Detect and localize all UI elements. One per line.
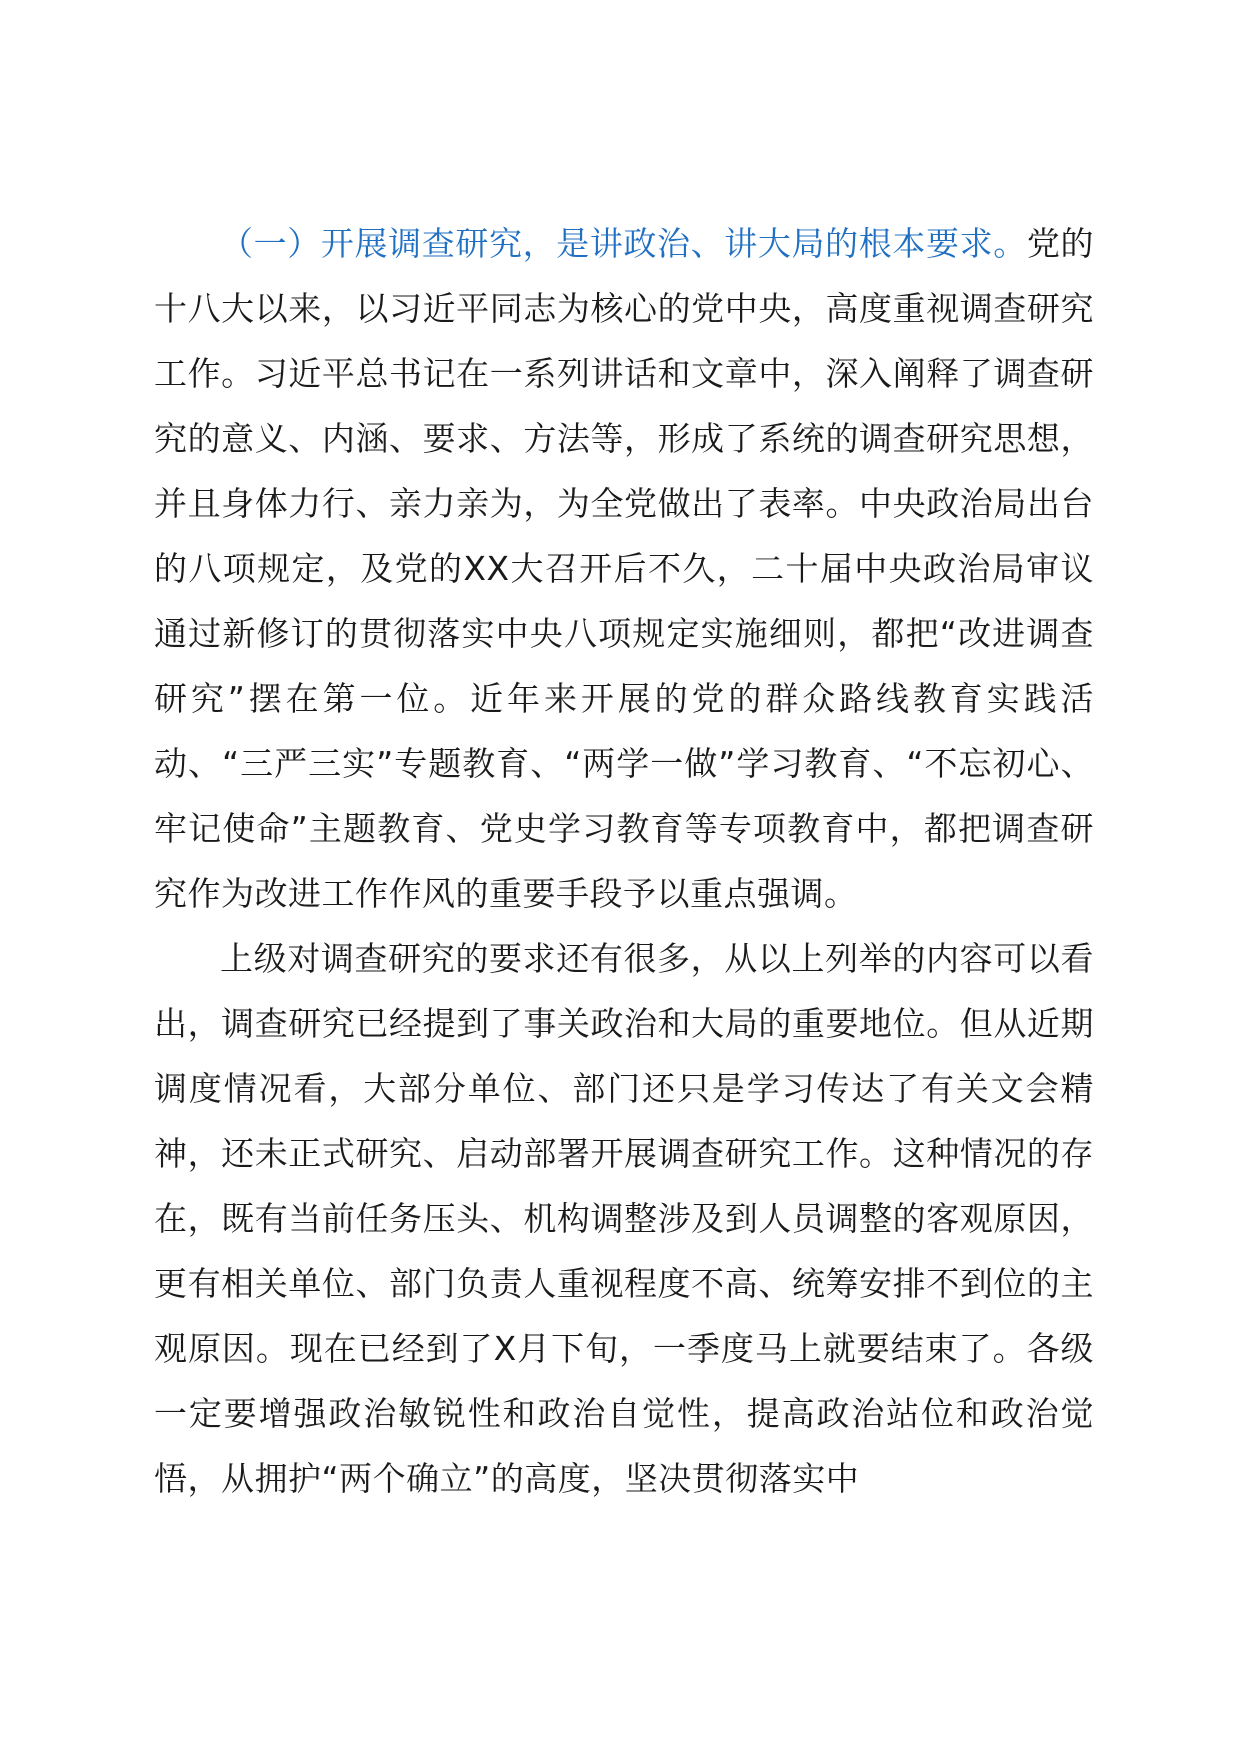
- paragraph-2: [154, 926, 1094, 1511]
- paragraph-2-text: 上级对调查研究的要求还有很多，从以上列举的内容可以看出，调查研究已经提到了事关政治和大局的重要地位。但从近期调度情况看，大部分单位、部门还只是学习传达了有关文会精神，还未正式研究、启动部署开展调查研究工作。这种情况的存在，既有当前任务压头、机构调整涉及到人员调整的客观原因，更有相关单位、部门负责人重视程度不高、统筹安排不到位的主观原因。现在已经到了X月下旬，一季度马上就要结束了。各级一定要增强政治敏锐性和政治自觉性，提高政治站位和政治觉悟，从拥护“两个确立”的高度，坚决贯彻落实中: [154, 939, 1094, 1498]
- paragraph-1-text: 党的十八大以来，以习近平同志为核心的党中央，高度重视调查研究工作。习近平总书记在一系列讲话和文章中，深入阐释了调查研究的意义、内涵、要求、方法等，形成了系统的调查研究思想，并且身体力行、亲力亲为，为全党做出了表率。中央政治局出台的八项规定，及党的XX大召开后不久，二十届中央政治局审议通过新修订的贯彻落实中央八项规定实施细则，都把“改进调查研究”摆在第一位。近年来开展的党的群众路线教育实践活动、“三严三实”专题教育、“两学一做”学习教育、“不忘初心、牢记使命”主题教育、党史学习教育等专项教育中，都把调查研究作为改进工作作风的重要手段予以重点强调。: [154, 224, 1095, 913]
- paragraph-1: [154, 211, 1094, 926]
- document-body: [154, 211, 1094, 1511]
- section-heading: （一）开展调查研究，是讲政治、讲大局的根本要求。: [220, 224, 1027, 263]
